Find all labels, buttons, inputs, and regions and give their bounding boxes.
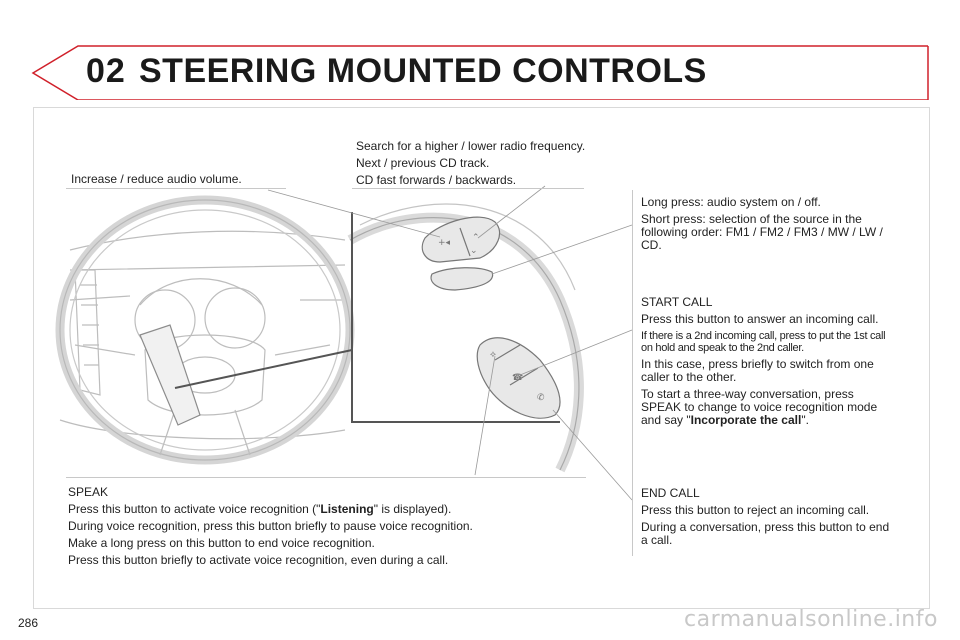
source-line-1: Long press: audio system on / off. [641, 195, 821, 209]
leader-search [478, 186, 545, 238]
chapter-title: STEERING MOUNTED CONTROLS [139, 52, 707, 90]
steering-wheel-rim [60, 200, 350, 460]
start-call-p4-bold: Incorporate the call [690, 413, 802, 427]
speak-l1-bold: Listening [320, 502, 374, 516]
start-call-p2: If there is a 2nd incoming call, press to put the 1st call on hold and speak to the 2nd caller. [641, 330, 886, 354]
volume-text: Increase / reduce audio volume. [71, 172, 242, 186]
callout-start-call [641, 296, 896, 431]
speak-rule [66, 477, 586, 478]
start-call-p4-prefix: To start a three-way conversation, press SPEAK to change to voice recognition mode and say " [641, 387, 878, 427]
speak-line-4: Press this button briefly to activate voice recognition, even during a call. [68, 553, 449, 567]
speak-l1-prefix: Press this button to activate voice recognition (" [68, 502, 321, 516]
start-call-p4-suffix: ". [801, 413, 809, 427]
wheel-left-pad [140, 325, 200, 425]
speak-icon: ⟡ [490, 350, 496, 360]
right-column-rule [632, 190, 633, 556]
page-number: 286 [18, 616, 39, 630]
callout-source [641, 196, 896, 256]
phone-end-icon: ✆ [537, 393, 545, 403]
speak-l1-suffix: " is displayed). [373, 502, 452, 516]
watermark: carmanualsonline.info [684, 607, 938, 632]
gauge-right [205, 288, 265, 348]
leader-source [492, 225, 632, 274]
callout-speak [68, 486, 608, 571]
callout-search [356, 140, 616, 191]
start-call-p3: In this case, press briefly to switch from one caller to the other. [641, 357, 874, 384]
volume-rule [66, 188, 286, 189]
source-line-2: Short press: selection of the source in the following order: FM1 / FM2 / FM3 / MW / LW / CD. [641, 212, 883, 252]
seek-up-icon: ⌃ [472, 233, 480, 243]
search-line-1: Search for a higher / lower radio frequency. [356, 139, 586, 153]
start-call-p1: Press this button to answer an incoming call. [641, 312, 879, 326]
start-call-p4 [641, 388, 896, 427]
end-call-title: END CALL [641, 486, 700, 500]
search-line-3: CD fast forwards / backwards. [356, 173, 517, 187]
speak-title: SPEAK [68, 485, 109, 499]
start-call-title: START CALL [641, 295, 713, 309]
seek-down-icon: ⌄ [470, 246, 478, 256]
dashboard-outline [70, 231, 345, 300]
end-call-p1: Press this button to reject an incoming call. [641, 503, 870, 517]
end-call-p2: During a conversation, press this button to end a call. [641, 520, 890, 547]
callout-end-call [641, 487, 896, 551]
search-line-2: Next / previous CD track. [356, 156, 490, 170]
vol-plus-icon: +◂ [438, 238, 451, 248]
source-button [431, 268, 493, 290]
speak-line-3: Make a long press on this button to end voice recognition. [68, 536, 375, 550]
speak-line-1 [68, 503, 608, 516]
chapter-number: 02 [86, 52, 126, 90]
speak-line-2: During voice recognition, press this button briefly to pause voice recognition. [68, 519, 473, 533]
audio-control-pad [422, 217, 499, 262]
phone-start-icon: ☎ [512, 373, 524, 383]
search-rule [352, 188, 584, 189]
